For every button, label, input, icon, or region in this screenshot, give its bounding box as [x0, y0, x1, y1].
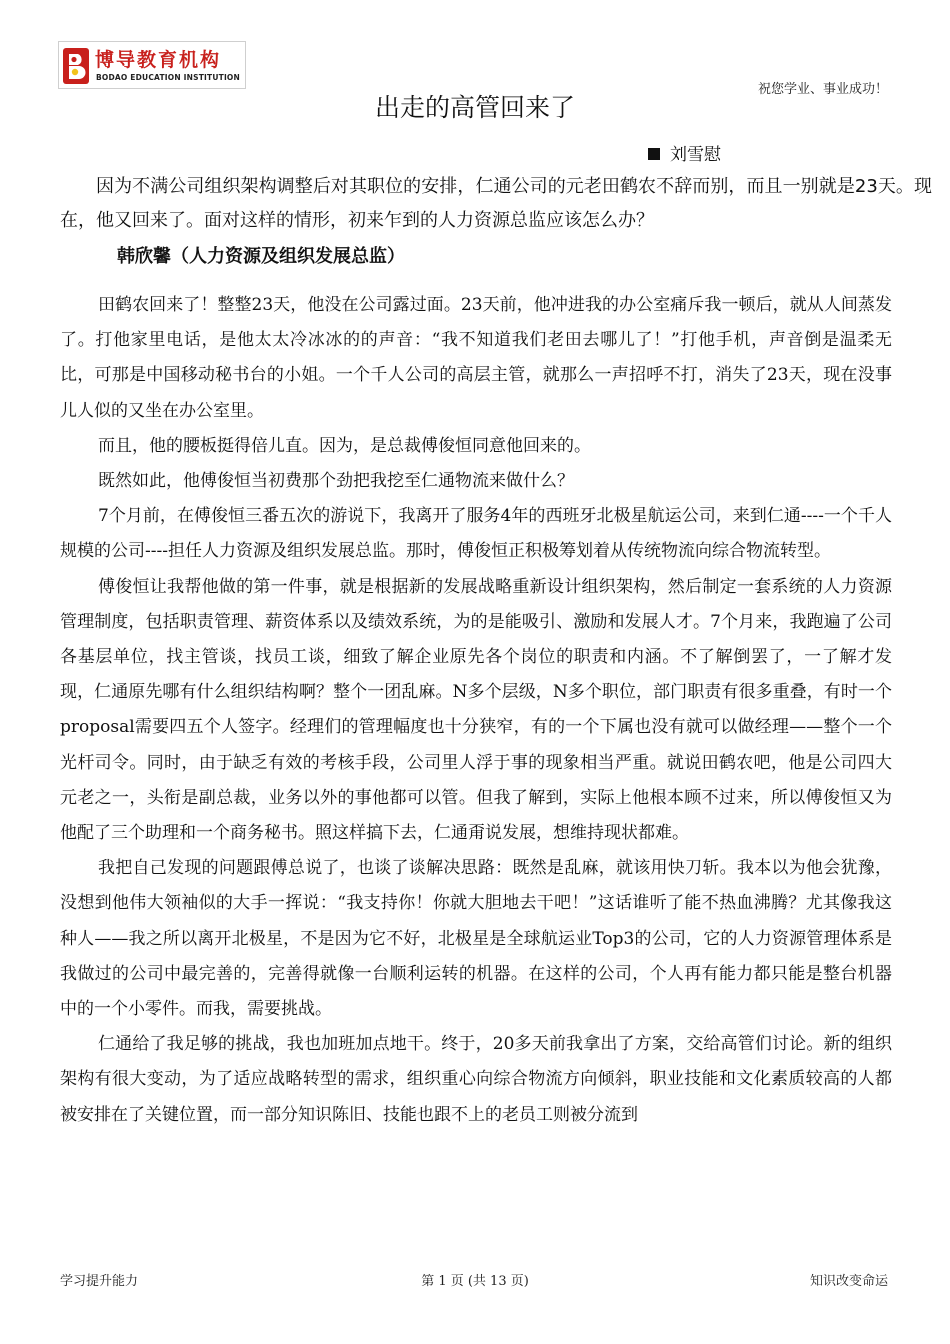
- logo-chinese-name: 博导教育机构: [95, 49, 222, 71]
- body-paragraph: 7个月前，在傅俊恒三番五次的游说下，我离开了服务4年的西班牙北极星航运公司，来到仁通----一个千人规模的公司----担任人力资源及组织发展总监。那时，傅俊恒正积极筹划着从传统物流向综合物流转型。: [60, 506, 892, 562]
- article-title: 出走的高管回来了: [374, 93, 575, 122]
- page-number: 第 1 页 (共 13 页): [421, 1274, 529, 1289]
- body-paragraph: 田鹤农回来了！整整23天，他没在公司露过面。23天前，他冲进我的办公室痛斥我一顿后，就从人间蒸发了。打他家里电话，是他太太冷冰冰的的声音：“我不知道我们老田去哪儿了！”打他手机，声音倒是温柔无比，可那是中国移动秘书台的小姐。一个千人公司的高层主管，就那么一声招呼不打，消失了23天，现在没事儿人似的又坐在办公室里。: [60, 295, 892, 421]
- author-line: [648, 140, 721, 165]
- body-paragraph: 而且，他的腰板挺得倍儿直。因为，是总裁傅俊恒同意他回来的。: [98, 435, 591, 456]
- body-paragraph: 既然如此，他傅俊恒当初费那个劲把我挖至仁通物流来做什么？: [98, 471, 574, 492]
- author-name: 刘雪慰: [670, 145, 721, 165]
- footer-left-slogan: 学习提升能力: [60, 1274, 139, 1289]
- logo: [58, 41, 246, 89]
- logo-english-name: BODAO EDUCATION INSTITUTION: [96, 73, 240, 82]
- article-intro: 因为不满公司组织架构调整后对其职位的安排，仁通公司的元老田鹤农不辞而别，而且一别就是23天。现在，他又回来了。面对这样的情形，初来乍到的人力资源总监应该怎么办？: [60, 176, 932, 231]
- footer-right-slogan: 知识改变命运: [809, 1274, 888, 1289]
- speaker-heading: 韩欣馨（人力资源及组织发展总监）: [117, 246, 405, 267]
- body-paragraph: 仁通给了我足够的挑战，我也加班加点地干。终于，20多天前我拿出了方案，交给高管们讨论。新的组织架构有很大变动，为了适应战略转型的需求，组织重心向综合物流方向倾斜，职业技能和文化素质较高的人都被安排在了关键位置，而一部分知识陈旧、技能也跟不上的老员工则被分流到: [60, 1034, 892, 1125]
- black-square-icon: [648, 148, 660, 160]
- body-paragraph: 傅俊恒让我帮他做的第一件事，就是根据新的发展战略重新设计组织架构，然后制定一套系统的人力资源管理制度，包括职责管理、薪资体系以及绩效系统，为的是能吸引、激励和发展人才。7个月来，我跑遍了公司各基层单位，找主管谈，找员工谈，细致了解企业原先各个岗位的职责和内涵。不了解倒罢了，一了解才发现，仁通原先哪有什么组织结构啊？整个一团乱麻。N多个层级，N多个职位，部门职责有很多重叠，有时一个proposal需要四五个人签字。经理们的管理幅度也十分狭窄，有的一个下属也没有就可以做经理——整个一个光杆司令。同时，由于缺乏有效的考核手段，公司里人浮于事的现象相当严重。就说田鹤农吧，他是公司四大元老之一，头衔是副总裁，业务以外的事他都可以管。但我了解到，实际上他根本顾不过来，所以傅俊恒又为他配了三个助理和一个商务秘书。照这样搞下去，仁通甭说发展，想维持现状都难。: [60, 576, 892, 844]
- body-paragraph: 我把自己发现的问题跟傅总说了，也谈了谈解决思路：既然是乱麻，就该用快刀斩。我本以为他会犹豫，没想到他伟大领袖似的大手一挥说：“我支持你！你就大胆地去干吧！”这话谁听了能不热血沸腾？尤其像我这种人——我之所以离开北极星，不是因为它不好，北极星是全球航运业Top3的公司，它的人力资源管理体系是我做过的公司中最完善的，完善得就像一台顺利运转的机器。在这样的公司，个人再有能力都只能是整台机器中的一个小零件。而我，需要挑战。: [60, 858, 892, 1020]
- logo-emblem-icon: [61, 46, 93, 86]
- header-motto: 祝您学业、事业成功！: [757, 82, 888, 97]
- article-body: [60, 288, 892, 1133]
